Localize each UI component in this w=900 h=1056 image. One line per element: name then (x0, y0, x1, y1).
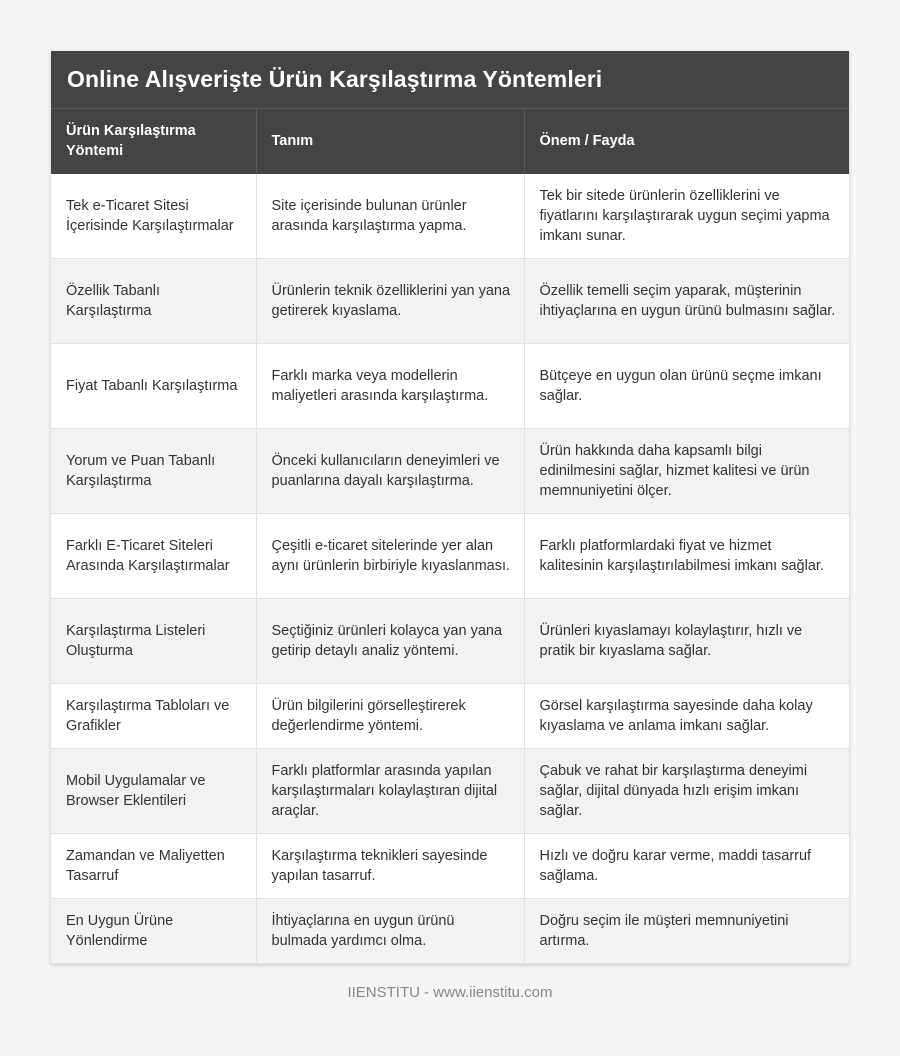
cell-definition: Çeşitli e-ticaret sitelerinde yer alan aynı ürünlerin birbiriyle kıyaslanması. (256, 514, 524, 599)
table-row (51, 259, 849, 344)
table-header-row (51, 109, 849, 174)
cell-method: Tek e-Ticaret Sitesi İçerisinde Karşılaştırmalar (51, 174, 256, 259)
cell-benefit: Hızlı ve doğru karar verme, maddi tasarruf sağlama. (524, 834, 849, 899)
table-row (51, 174, 849, 259)
cell-method: En Uygun Ürüne Yönlendirme (51, 899, 256, 964)
cell-method: Yorum ve Puan Tabanlı Karşılaştırma (51, 429, 256, 514)
cell-benefit: Doğru seçim ile müşteri memnuniyetini artırma. (524, 899, 849, 964)
cell-benefit: Farklı platformlardaki fiyat ve hizmet kalitesinin karşılaştırılabilmesi imkanı sağlar. (524, 514, 849, 599)
header-benefit: Önem / Fayda (524, 109, 849, 174)
comparison-table (51, 108, 849, 964)
cell-benefit: Bütçeye en uygun olan ürünü seçme imkanı sağlar. (524, 344, 849, 429)
table-row (51, 429, 849, 514)
table-title: Online Alışverişte Ürün Karşılaştırma Yöntemleri (51, 51, 849, 108)
cell-definition: Ürünlerin teknik özelliklerini yan yana getirerek kıyaslama. (256, 259, 524, 344)
cell-benefit: Tek bir sitede ürünlerin özelliklerini ve fiyatlarını karşılaştırarak uygun seçimi yapma imkanı sunar. (524, 174, 849, 259)
cell-definition: Site içerisinde bulunan ürünler arasında karşılaştırma yapma. (256, 174, 524, 259)
cell-benefit: Görsel karşılaştırma sayesinde daha kolay kıyaslama ve anlama imkanı sağlar. (524, 684, 849, 749)
cell-method: Özellik Tabanlı Karşılaştırma (51, 259, 256, 344)
cell-definition: Farklı platformlar arasında yapılan karşılaştırmaları kolaylaştıran dijital araçlar. (256, 749, 524, 834)
cell-definition: Karşılaştırma teknikleri sayesinde yapılan tasarruf. (256, 834, 524, 899)
cell-definition: İhtiyaçlarına en uygun ürünü bulmada yardımcı olma. (256, 899, 524, 964)
table-row (51, 514, 849, 599)
header-method: Ürün Karşılaştırma Yöntemi (51, 109, 256, 174)
cell-benefit: Ürün hakkında daha kapsamlı bilgi edinilmesini sağlar, hizmet kalitesi ve ürün memnuniyetini ölçer. (524, 429, 849, 514)
cell-method: Karşılaştırma Listeleri Oluşturma (51, 599, 256, 684)
cell-method: Fiyat Tabanlı Karşılaştırma (51, 344, 256, 429)
footer-credit: IIENSTITU - www.iienstitu.com (347, 984, 553, 1001)
cell-benefit: Çabuk ve rahat bir karşılaştırma deneyimi sağlar, dijital dünyada hızlı erişim imkanı sağlar. (524, 749, 849, 834)
cell-definition: Seçtiğiniz ürünleri kolayca yan yana getirip detaylı analiz yöntemi. (256, 599, 524, 684)
table-row (51, 749, 849, 834)
table-row (51, 899, 849, 964)
cell-definition: Ürün bilgilerini görselleştirerek değerlendirme yöntemi. (256, 684, 524, 749)
comparison-table-card (51, 51, 849, 964)
cell-method: Karşılaştırma Tabloları ve Grafikler (51, 684, 256, 749)
cell-method: Farklı E-Ticaret Siteleri Arasında Karşılaştırmalar (51, 514, 256, 599)
cell-method: Mobil Uygulamalar ve Browser Eklentileri (51, 749, 256, 834)
header-definition: Tanım (256, 109, 524, 174)
table-row (51, 684, 849, 749)
table-row (51, 599, 849, 684)
table-row (51, 834, 849, 899)
table-row (51, 344, 849, 429)
cell-definition: Farklı marka veya modellerin maliyetleri arasında karşılaştırma. (256, 344, 524, 429)
cell-benefit: Özellik temelli seçim yaparak, müşterinin ihtiyaçlarına en uygun ürünü bulmasını sağlar. (524, 259, 849, 344)
cell-method: Zamandan ve Maliyetten Tasarruf (51, 834, 256, 899)
cell-definition: Önceki kullanıcıların deneyimleri ve puanlarına dayalı karşılaştırma. (256, 429, 524, 514)
cell-benefit: Ürünleri kıyaslamayı kolaylaştırır, hızlı ve pratik bir kıyaslama sağlar. (524, 599, 849, 684)
